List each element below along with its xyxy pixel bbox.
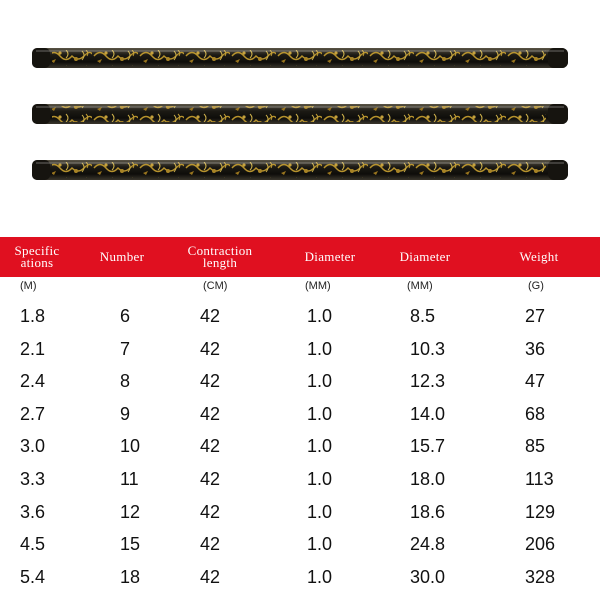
cell-diameter1: 1.0 [307, 436, 333, 457]
table-row [0, 300, 600, 332]
cell-diameter2: 10.3 [410, 338, 446, 359]
cell-diameter2: 24.8 [410, 534, 446, 555]
table-row [0, 398, 600, 430]
header-diameter-2: Diameter [399, 249, 451, 264]
unit-diameter-2: (MM) [407, 280, 433, 292]
cell-diameter2: 12.3 [410, 371, 446, 392]
fishing-rod [32, 160, 568, 180]
cell-spec: 5.4 [20, 566, 46, 587]
table-row [0, 528, 600, 560]
unit-contraction: (CM) [203, 280, 228, 292]
cell-number: 11 [120, 469, 139, 489]
cell-diameter1: 1.0 [307, 403, 333, 424]
fishing-rod [32, 48, 568, 68]
cell-weight: 328 [525, 566, 556, 587]
cell-contraction: 42 [200, 566, 221, 587]
unit-spec: (M) [20, 280, 37, 292]
cell-diameter1: 1.0 [307, 338, 333, 359]
cell-spec: 4.5 [20, 534, 46, 555]
cell-number: 6 [120, 306, 131, 326]
cell-diameter1: 1.0 [307, 566, 333, 587]
unit-diameter-1: (MM) [305, 280, 331, 292]
cell-weight: 68 [525, 403, 546, 424]
cell-contraction: 42 [200, 534, 221, 555]
cell-number: 12 [120, 501, 141, 522]
cell-weight: 85 [525, 436, 546, 457]
cell-weight: 47 [525, 371, 546, 392]
cell-diameter2: 15.7 [410, 436, 446, 457]
cell-spec: 3.3 [20, 469, 46, 489]
cell-contraction: 42 [200, 469, 221, 489]
cell-contraction: 42 [200, 403, 221, 424]
units-row [0, 280, 600, 298]
header-specifications: Specific ations [14, 243, 60, 270]
cell-number: 8 [120, 371, 131, 392]
cell-number: 18 [120, 566, 141, 587]
cell-diameter2: 14.0 [410, 403, 446, 424]
header-weight: Weight [519, 249, 559, 264]
cell-weight: 36 [525, 338, 546, 359]
cell-number: 9 [120, 403, 131, 424]
table-row [0, 430, 600, 462]
header-number: Number [99, 249, 145, 264]
cell-spec: 3.6 [20, 501, 46, 522]
table-row [0, 463, 600, 495]
cell-contraction: 42 [200, 436, 221, 457]
fishing-rods-image [0, 0, 600, 210]
table-row [0, 496, 600, 528]
cell-spec: 2.7 [20, 403, 46, 424]
cell-diameter1: 1.0 [307, 501, 333, 522]
table-row [0, 333, 600, 365]
unit-weight: (G) [528, 280, 544, 292]
table-header [0, 237, 600, 277]
cell-contraction: 42 [200, 338, 221, 359]
cell-spec: 3.0 [20, 436, 46, 457]
cell-spec: 2.1 [20, 338, 46, 359]
table-row [0, 561, 600, 593]
cell-contraction: 42 [200, 371, 221, 392]
header-diameter-1: Diameter [304, 249, 356, 264]
cell-spec: 2.4 [20, 371, 46, 392]
header-contraction-length: Contraction length [187, 243, 253, 270]
cell-weight: 113 [525, 469, 554, 489]
cell-contraction: 42 [200, 501, 221, 522]
cell-spec: 1.8 [20, 306, 46, 326]
cell-weight: 27 [525, 306, 546, 326]
cell-diameter1: 1.0 [307, 469, 333, 489]
fishing-rod [32, 104, 568, 124]
cell-diameter2: 8.5 [410, 306, 436, 326]
cell-diameter2: 30.0 [410, 566, 446, 587]
cell-weight: 129 [525, 501, 556, 522]
cell-number: 7 [120, 338, 131, 359]
table-row [0, 365, 600, 397]
cell-number: 10 [120, 436, 141, 457]
cell-diameter1: 1.0 [307, 306, 333, 326]
cell-diameter1: 1.0 [307, 534, 333, 555]
cell-diameter2: 18.6 [410, 501, 446, 522]
cell-weight: 206 [525, 534, 556, 555]
cell-number: 15 [120, 534, 141, 555]
cell-diameter2: 18.0 [410, 469, 446, 489]
cell-contraction: 42 [200, 306, 221, 326]
cell-diameter1: 1.0 [307, 371, 333, 392]
